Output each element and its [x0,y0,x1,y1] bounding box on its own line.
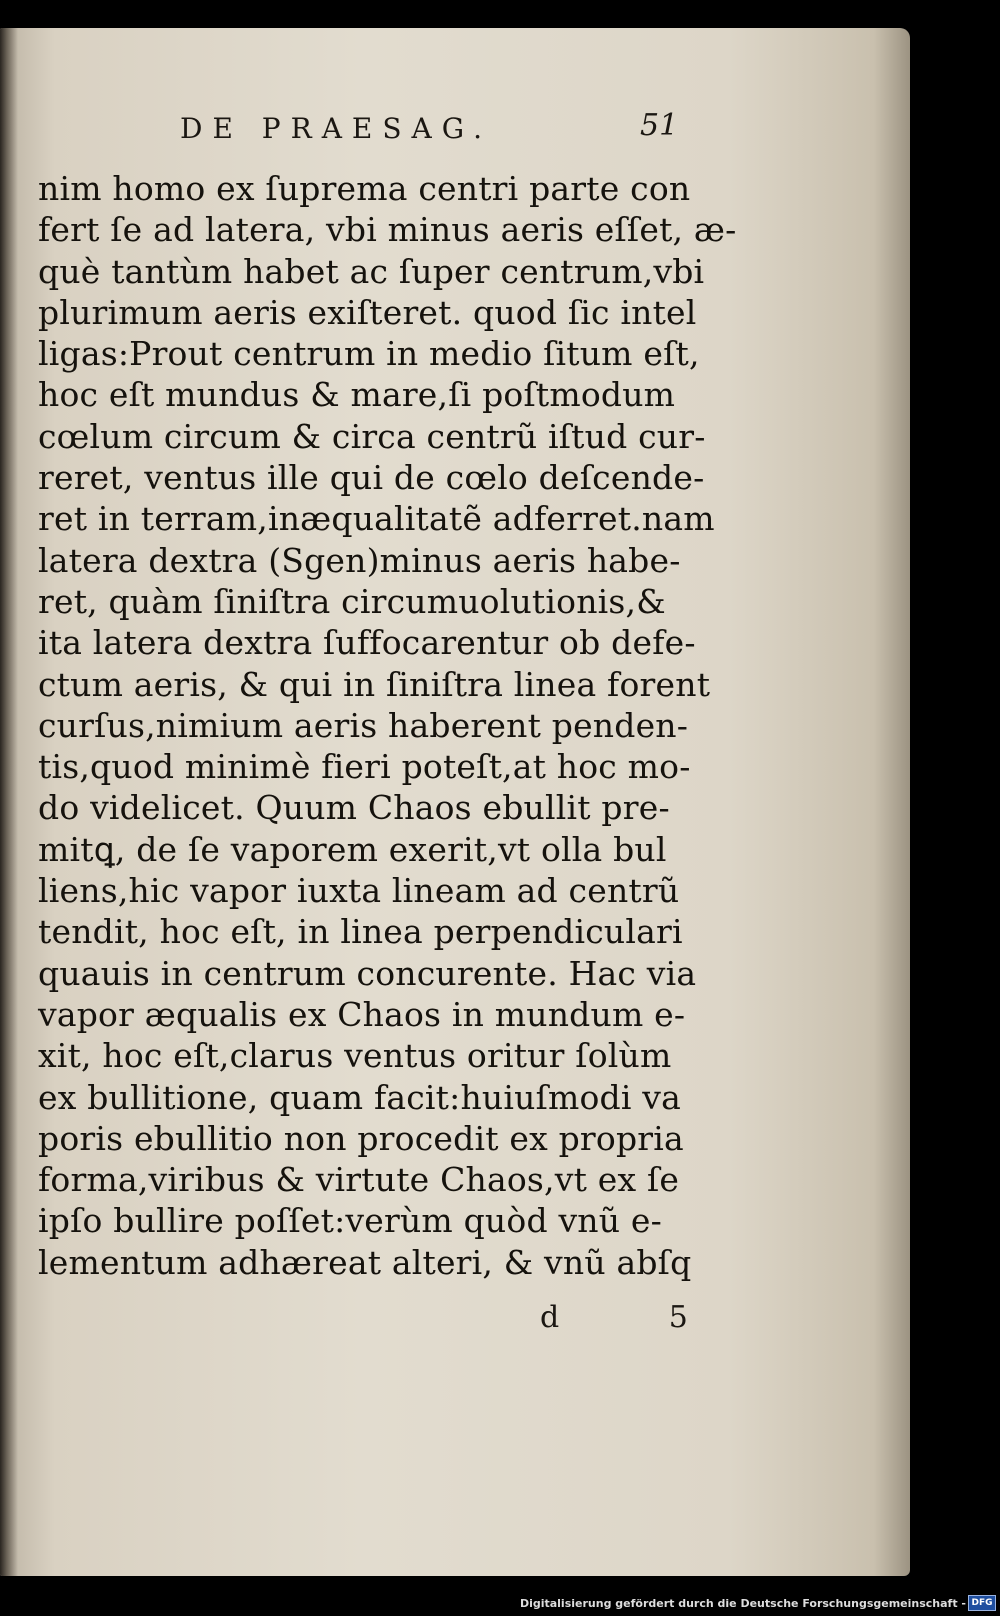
footer-bar [0,1576,1000,1616]
text-line: fert ſe ad latera, vbi minus aeris eſſet, æ- [38,210,737,250]
text-line: forma,viribus & virtute Chaos,vt ex ſe [38,1160,680,1200]
text-line: tendit, hoc eſt, in linea perpendiculari [38,912,683,952]
text-line: ligas:Prout centrum in medio ſitum eſt, [38,334,700,374]
text-line: poris ebullitio non procedit ex propria [38,1118,684,1158]
text-line: cœlum circum & circa centrũ iſtud cur- [38,416,706,456]
signature-mark: d 5 [540,1300,738,1335]
dfg-logo-icon: DFG [968,1595,996,1611]
text-line: tis,quod minimè fieri poteſt,at hoc mo- [38,747,691,787]
text-line: curſus,nimium aeris haberent penden- [38,705,689,745]
page-number: 51 [640,108,679,143]
text-line: hoc eſt mundus & mare,ſi poſtmodum [38,375,676,415]
funding-credit: Digitalisierung gefördert durch die Deutsche Forschungsgemeinschaft - [519,1597,966,1610]
text-line: xit, hoc eſt,clarus ventus oritur ſolùm [38,1036,672,1076]
text-line: do videlicet. Quum Chaos ebullit pre- [38,788,670,828]
text-line: ex bullitione, quam facit:huiuſmodi va [38,1077,682,1117]
text-line: quauis in centrum concurente. Hac via [38,953,697,993]
text-line: ipſo bullire poſſet:verùm quòd vnũ e- [38,1201,662,1241]
text-line: lementum adhæreat alteri, & vnũ abſq [38,1242,692,1282]
text-line: vapor æqualis ex Chaos in mundum e- [38,994,686,1034]
book-page [0,28,910,1576]
text-line: reret, ventus ille qui de cœlo deſcende- [38,458,705,498]
text-line: ita latera dextra ſuffocarentur ob defe- [38,623,696,663]
text-line: mitꝗ, de ſe vaporem exerit,vt olla bul [38,829,667,869]
text-line: ret in terram,inæqualitatẽ adferret.nam [38,499,715,539]
text-line: liens,hic vapor iuxta lineam ad centrũ [38,871,680,911]
running-head: DE PRAESAG. [180,112,493,145]
text-line: plurimum aeris exiſteret. quod ſic intel [38,292,697,332]
text-line: què tantùm habet ac ſuper centrum,vbi [38,251,705,291]
body-text [38,168,737,1283]
text-line: ret, quàm ſiniſtra circumuolutionis,& [38,581,666,621]
text-line: latera dextra (Sgen)minus aeris habe- [38,540,681,580]
text-line: ctum aeris, & qui in ſiniſtra linea forent [38,664,711,704]
text-line: nim homo ex ſuprema centri parte con [38,169,691,208]
